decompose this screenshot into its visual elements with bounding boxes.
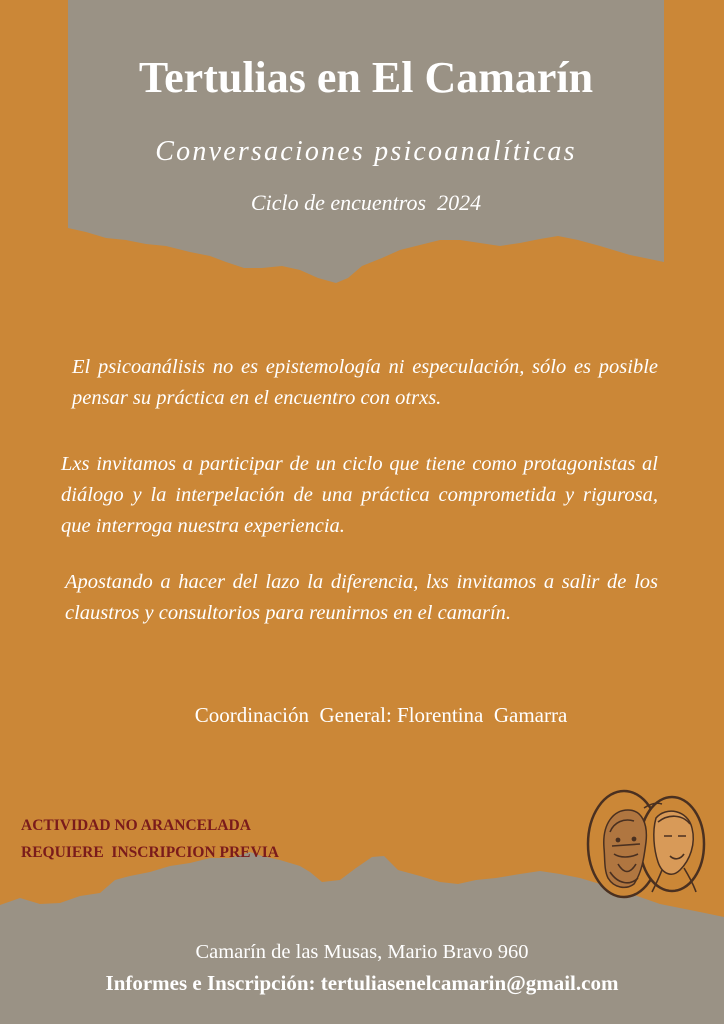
paragraph-1: El psicoanálisis no es epistemología ni especulación, sólo es posible pensar su práctica en el encuentro con otrxs.	[72, 356, 658, 409]
page-title: Tertulias en El Camarín	[138, 53, 594, 102]
coordination-line: Coordinación General: Florentina Gamarra	[194, 703, 568, 727]
page-subtitle: Conversaciones psicoanalíticas	[155, 136, 577, 167]
contact-email[interactable]: Informes e Inscripción: tertuliasenelcamarin@gmail.com	[105, 971, 619, 995]
venue-address: Camarín de las Musas, Mario Bravo 960	[195, 941, 529, 963]
notice-registration: REQUIERE INSCRIPCION PREVIA	[21, 844, 279, 861]
paragraph-3: Apostando a hacer del lazo la diferencia, lxs invitamos a salir de los claustros y consultorios para reunirnos en el camarín.	[65, 571, 658, 624]
cycle-label: Ciclo de encuentros 2024	[250, 190, 482, 215]
theater-masks-icon	[584, 788, 712, 900]
notice-fee: ACTIVIDAD NO ARANCELADA	[21, 817, 251, 834]
paragraph-2: Lxs invitamos a participar de un ciclo que tiene como protagonistas al diálogo y la interpelación de una práctica comprometida y rigurosa, que interroga nuestra experiencia.	[61, 453, 658, 537]
